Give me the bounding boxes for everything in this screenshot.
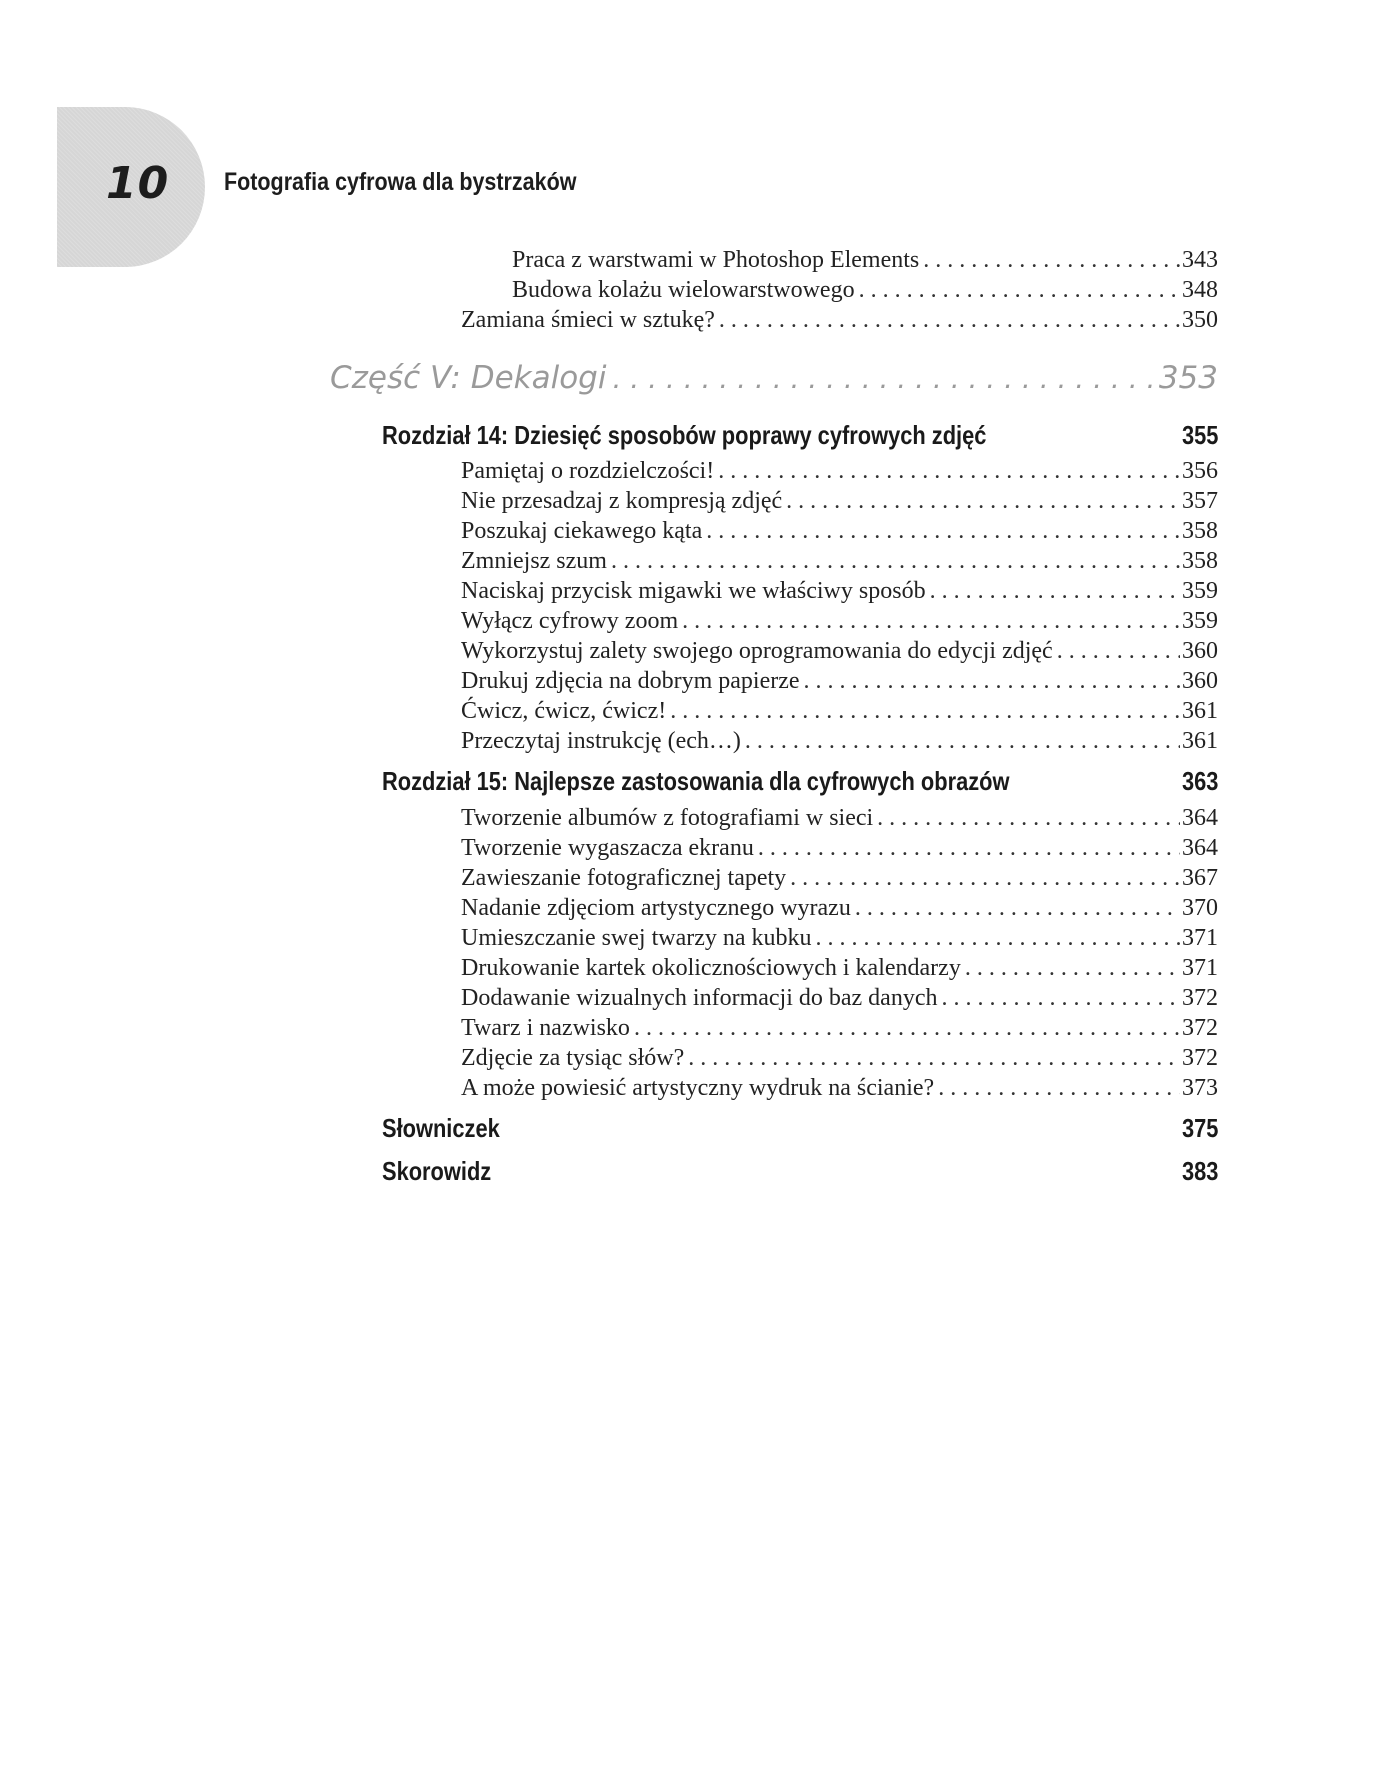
toc-leader-dots (965, 955, 1180, 982)
toc-chapter-title: Skorowidz (382, 1156, 492, 1186)
toc-entry-page: 372 (1182, 985, 1218, 1011)
toc-entry[interactable] (512, 277, 1218, 307)
toc-entry[interactable] (461, 985, 1218, 1015)
toc-entry-title: Pamiętaj o rozdzielczości! (461, 458, 715, 484)
toc-entry[interactable] (461, 835, 1218, 865)
toc-leader-dots (855, 895, 1180, 922)
toc-leader-dots (682, 608, 1180, 635)
toc-entry-page: 361 (1182, 698, 1218, 724)
toc-entry[interactable] (461, 668, 1218, 698)
toc-entry-page: 364 (1182, 835, 1218, 861)
toc-leader-dots (804, 668, 1180, 695)
toc-entry[interactable] (461, 895, 1218, 925)
toc-entry-page: 371 (1182, 955, 1218, 981)
toc-entry[interactable] (461, 548, 1218, 578)
toc-leader-dots (816, 925, 1180, 952)
toc-entry-title: Umieszczanie swej twarzy na kubku (461, 925, 812, 951)
toc-chapter-14[interactable] (382, 420, 1218, 456)
toc-entry-title: Nadanie zdjęciom artystycznego wyrazu (461, 895, 851, 921)
toc-entry[interactable] (461, 1075, 1218, 1105)
toc-entry-page: 359 (1182, 578, 1218, 604)
toc-entry-title: Zamiana śmieci w sztukę? (461, 307, 715, 333)
toc-entry[interactable] (461, 925, 1218, 955)
toc-entry[interactable] (461, 955, 1218, 985)
toc-entry-page: 350 (1182, 307, 1218, 333)
toc-leader-dots (688, 1045, 1180, 1072)
toc-entry-page: 370 (1182, 895, 1218, 921)
toc-chapter-title: Rozdział 14: Dziesięć sposobów poprawy cyfrowych zdjęć (382, 420, 987, 450)
toc-glossary[interactable] (382, 1113, 1218, 1149)
toc-entry-title: Wykorzystuj zalety swojego oprogramowania do edycji zdjęć (461, 638, 1053, 664)
running-header-title: Fotografia cyfrowa dla bystrzaków (224, 168, 577, 196)
toc-entry[interactable] (461, 608, 1218, 638)
toc-entry[interactable] (461, 728, 1218, 758)
toc-entry[interactable] (461, 307, 1218, 337)
toc-leader-dots (923, 247, 1180, 274)
toc-chapter-page: 355 (1181, 420, 1218, 450)
toc-entry[interactable] (461, 638, 1218, 668)
toc-entry-page: 371 (1182, 925, 1218, 951)
toc-entry-page: 357 (1182, 488, 1218, 514)
toc-leader-dots (611, 548, 1180, 575)
toc-entry-page: 367 (1182, 865, 1218, 891)
toc-entry-page: 358 (1182, 548, 1218, 574)
toc-leader-dots (706, 518, 1180, 545)
page-number: 10 (106, 158, 170, 209)
toc-entry-title: Wyłącz cyfrowy zoom (461, 608, 679, 634)
toc-entry-title: Zawieszanie fotograficznej tapety (461, 865, 787, 891)
toc-chapter-title: Słowniczek (382, 1113, 500, 1143)
toc-entry-page: 360 (1182, 668, 1218, 694)
toc-entry-page: 360 (1182, 638, 1218, 664)
toc-entry-title: Poszukaj ciekawego kąta (461, 518, 703, 544)
toc-part-heading[interactable] (330, 360, 1218, 404)
toc-entry-title: Nie przesadzaj z kompresją zdjęć (461, 488, 783, 514)
toc-entry[interactable] (461, 578, 1218, 608)
toc-entry-page: 364 (1182, 805, 1218, 831)
toc-entry-page: 372 (1182, 1045, 1218, 1071)
toc-leader-dots (941, 985, 1180, 1012)
toc-entry-title: Twarz i nazwisko (461, 1015, 630, 1041)
toc-entry-title: Przeczytaj instrukcję (ech…) (461, 728, 741, 754)
toc-chapter-page: 383 (1181, 1156, 1218, 1186)
toc-entry-page: 356 (1182, 458, 1218, 484)
toc-entry-title: Zdjęcie za tysiąc słów? (461, 1045, 685, 1071)
toc-entry-title: Tworzenie albumów z fotografiami w sieci (461, 805, 874, 831)
toc-index[interactable] (382, 1156, 1218, 1192)
toc-leader-dots (790, 865, 1180, 892)
toc-entry-title: Drukowanie kartek okolicznościowych i kalendarzy (461, 955, 961, 981)
toc-leader-dots (670, 698, 1180, 725)
toc-entry[interactable] (461, 1015, 1218, 1045)
toc-entry-page: 361 (1182, 728, 1218, 754)
toc-part-title: Część V: Dekalogi (330, 360, 607, 396)
toc-leader-dots (938, 1075, 1180, 1102)
toc-leader-dots (1057, 638, 1180, 665)
toc-leader-dots (719, 307, 1180, 334)
toc-entry-title: A może powiesić artystyczny wydruk na ścianie? (461, 1075, 935, 1101)
toc-entry-title: Drukuj zdjęcia na dobrym papierze (461, 668, 800, 694)
toc-entry-page: 373 (1182, 1075, 1218, 1101)
toc-entry[interactable] (461, 1045, 1218, 1075)
toc-entry-page: 358 (1182, 518, 1218, 544)
toc-entry[interactable] (461, 488, 1218, 518)
toc-chapter-page: 363 (1181, 766, 1218, 796)
toc-entry[interactable] (461, 698, 1218, 728)
toc-leader-dots (877, 805, 1180, 832)
toc-entry-title: Zmniejsz szum (461, 548, 607, 574)
toc-entry-title: Tworzenie wygaszacza ekranu (461, 835, 754, 861)
toc-entry[interactable] (461, 518, 1218, 548)
toc-entry[interactable] (512, 247, 1218, 277)
toc-entry[interactable] (461, 805, 1218, 835)
toc-entry-page: 359 (1182, 608, 1218, 634)
toc-entry-title: Ćwicz, ćwicz, ćwicz! (461, 698, 667, 724)
toc-entry-title: Naciskaj przycisk migawki we właściwy sposób (461, 578, 926, 604)
toc-leader-dots (745, 728, 1180, 755)
toc-entry-page: 372 (1182, 1015, 1218, 1041)
toc-entry-title: Dodawanie wizualnych informacji do baz danych (461, 985, 938, 1011)
toc-chapter-page: 375 (1181, 1113, 1218, 1143)
toc-leader-dots (930, 578, 1180, 605)
toc-leader-dots (718, 458, 1180, 485)
toc-leader-dots (758, 835, 1180, 862)
toc-entry-title: Budowa kolażu wielowarstwowego (512, 277, 855, 303)
toc-entry-page: 348 (1182, 277, 1218, 303)
toc-entry[interactable] (461, 865, 1218, 895)
toc-leader-dots (612, 362, 1152, 395)
toc-leader-dots (786, 488, 1180, 515)
toc-part-page: 353 (1158, 360, 1218, 396)
toc-entry-page: 343 (1182, 247, 1218, 273)
toc-leader-dots (859, 277, 1180, 304)
toc-chapter-15[interactable] (382, 766, 1218, 802)
toc-chapter-title: Rozdział 15: Najlepsze zastosowania dla cyfrowych obrazów (382, 766, 1010, 796)
toc-entry-title: Praca z warstwami w Photoshop Elements (512, 247, 920, 273)
toc-entry[interactable] (461, 458, 1218, 488)
toc-leader-dots (634, 1015, 1180, 1042)
